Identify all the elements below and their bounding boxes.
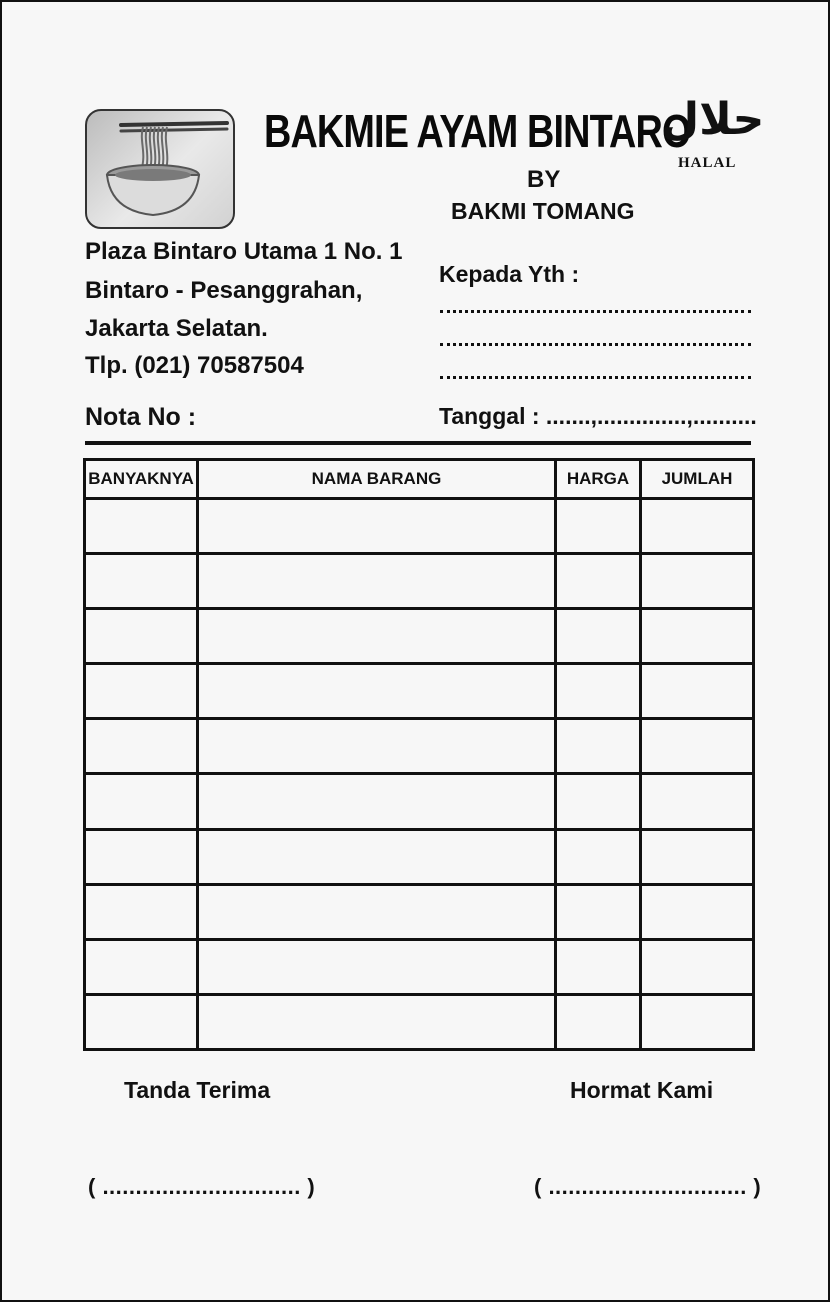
cell-item-name[interactable] [198, 994, 556, 1049]
cell-price[interactable] [556, 554, 641, 609]
recipient-line-1[interactable] [440, 310, 751, 313]
cell-total[interactable] [641, 829, 754, 884]
cell-item-name[interactable] [198, 499, 556, 554]
cell-quantity[interactable] [85, 664, 198, 719]
recipient-line-2[interactable] [440, 343, 751, 346]
cell-quantity[interactable] [85, 884, 198, 939]
table-row [85, 554, 754, 609]
by-label: BY [527, 166, 561, 193]
receiver-signature-line[interactable]: ( .............................. ) [88, 1174, 316, 1199]
cell-price[interactable] [556, 774, 641, 829]
column-header-quantity: BANYAKNYA [85, 460, 198, 499]
sender-signature-label: Hormat Kami [570, 1077, 714, 1103]
table-row [85, 719, 754, 774]
shop-title: BAKMIE AYAM BINTARO [264, 106, 691, 158]
halal-logo: حلال [661, 94, 765, 145]
cell-total[interactable] [641, 994, 754, 1049]
cell-total[interactable] [641, 884, 754, 939]
shop-subtitle: BAKMI TOMANG [451, 198, 635, 224]
cell-item-name[interactable] [198, 939, 556, 994]
table-row [85, 829, 754, 884]
table-header-row [85, 460, 754, 499]
cell-quantity[interactable] [85, 554, 198, 609]
cell-total[interactable] [641, 939, 754, 994]
items-table [83, 458, 755, 1051]
cell-quantity[interactable] [85, 939, 198, 994]
cell-item-name[interactable] [198, 774, 556, 829]
table-row [85, 994, 754, 1049]
address-line-2: Bintaro - Pesanggrahan, [85, 277, 363, 304]
table-row [85, 609, 754, 664]
table-row [85, 884, 754, 939]
sender-signature-line[interactable]: ( .............................. ) [534, 1174, 762, 1199]
receiver-signature-label: Tanda Terima [124, 1077, 271, 1103]
cell-quantity[interactable] [85, 609, 198, 664]
cell-quantity[interactable] [85, 774, 198, 829]
cell-total[interactable] [641, 609, 754, 664]
cell-price[interactable] [556, 499, 641, 554]
recipient-label: Kepada Yth : [439, 261, 580, 287]
cell-quantity[interactable] [85, 829, 198, 884]
cell-price[interactable] [556, 664, 641, 719]
table-row [85, 664, 754, 719]
cell-quantity[interactable] [85, 719, 198, 774]
table-row [85, 774, 754, 829]
cell-quantity[interactable] [85, 499, 198, 554]
cell-item-name[interactable] [198, 719, 556, 774]
halal-label: HALAL [678, 155, 737, 171]
cell-total[interactable] [641, 719, 754, 774]
column-header-total: JUMLAH [641, 460, 754, 499]
phone-number: Tlp. (021) 70587504 [85, 352, 304, 379]
header-divider [85, 441, 751, 445]
nota-number-label: Nota No : [85, 403, 197, 431]
cell-item-name[interactable] [198, 664, 556, 719]
cell-item-name[interactable] [198, 884, 556, 939]
cell-total[interactable] [641, 499, 754, 554]
column-header-item-name: NAMA BARANG [198, 460, 556, 499]
cell-total[interactable] [641, 554, 754, 609]
cell-total[interactable] [641, 664, 754, 719]
cell-quantity[interactable] [85, 994, 198, 1049]
address-line-1: Plaza Bintaro Utama 1 No. 1 [85, 238, 403, 265]
cell-price[interactable] [556, 829, 641, 884]
cell-price[interactable] [556, 994, 641, 1049]
column-header-price: HARGA [556, 460, 641, 499]
cell-item-name[interactable] [198, 609, 556, 664]
table-row [85, 939, 754, 994]
cell-price[interactable] [556, 884, 641, 939]
recipient-line-3[interactable] [440, 376, 751, 379]
cell-price[interactable] [556, 939, 641, 994]
address-line-3: Jakarta Selatan. [85, 315, 268, 342]
date-label: Tanggal : .......,..............,.......... [439, 403, 757, 429]
noodle-bowl-logo [85, 109, 235, 229]
cell-item-name[interactable] [198, 829, 556, 884]
cell-item-name[interactable] [198, 554, 556, 609]
cell-price[interactable] [556, 609, 641, 664]
cell-price[interactable] [556, 719, 641, 774]
cell-total[interactable] [641, 774, 754, 829]
table-row [85, 499, 754, 554]
